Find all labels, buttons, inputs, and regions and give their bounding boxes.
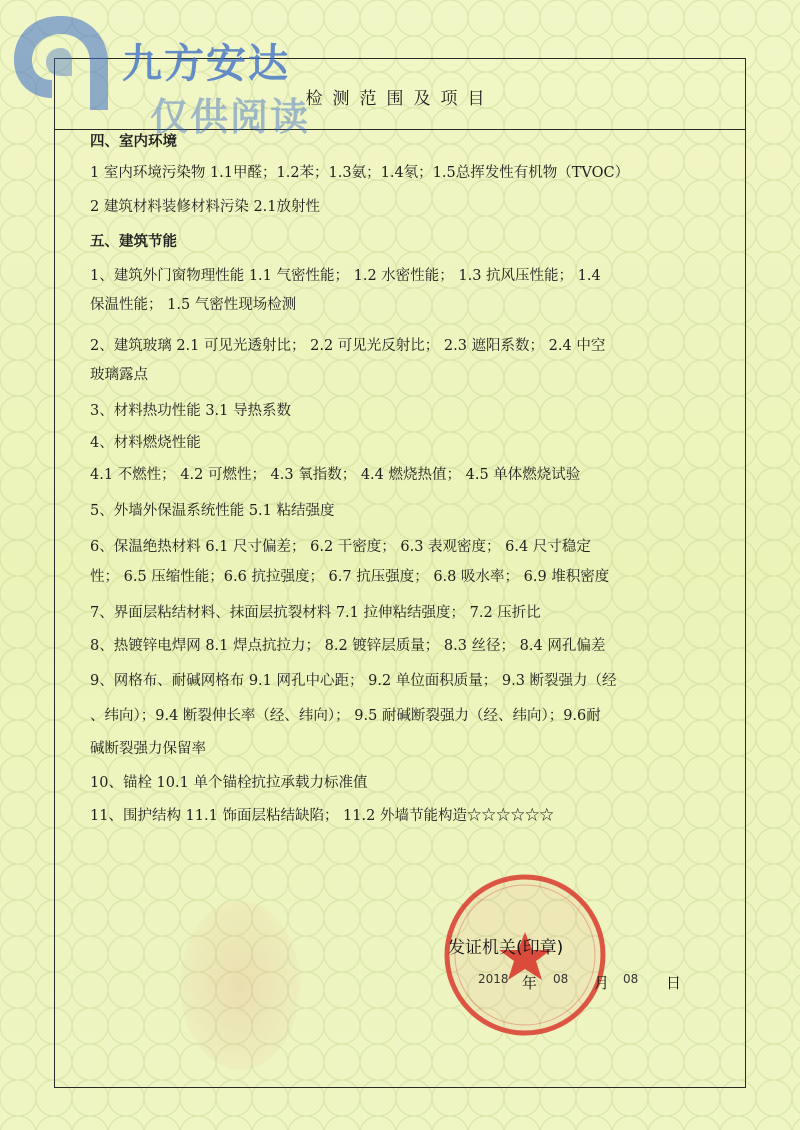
content-line: 11、围护结构 11.1 饰面层粘结缺陷； 11.2 外墙节能构造☆☆☆☆☆☆ xyxy=(90,808,554,824)
content-line: 5、外墙外保温系统性能 5.1 粘结强度 xyxy=(90,503,335,519)
date-day: 08 xyxy=(623,972,639,986)
date-month-label: 月 xyxy=(594,974,610,992)
content-line: 4.1 不燃性； 4.2 可燃性； 4.3 氧指数； 4.4 燃烧热值； 4.5 单体燃烧试验 xyxy=(90,467,581,483)
content-line: 1 室内环境污染物 1.1甲醛；1.2苯；1.3氨；1.4氡；1.5总挥发性有机物（TVOC） xyxy=(90,165,630,181)
date-day-label: 日 xyxy=(666,974,682,992)
content-line: 10、锚栓 10.1 单个锚栓抗拉承载力标准值 xyxy=(90,775,368,791)
date-month: 08 xyxy=(553,972,569,986)
content-line: 2、建筑玻璃 2.1 可见光透射比； 2.2 可见光反射比； 2.3 遮阳系数； 2.4 中空 xyxy=(90,338,606,354)
content-line: 、纬向）；9.4 断裂伸长率（经、纬向）； 9.5 耐碱断裂强力（经、纬向）；9.6耐 xyxy=(90,708,601,724)
date-year: 2018 xyxy=(478,972,509,986)
content-line: 7、界面层粘结材料、抹面层抗裂材料 7.1 拉伸粘结强度； 7.2 压折比 xyxy=(90,605,541,621)
watermark-note: 仅供阅读 xyxy=(150,95,311,139)
content-line: 8、热镀锌电焊网 8.1 焊点抗拉力； 8.2 镀锌层质量； 8.3 丝径； 8.4 网孔偏差 xyxy=(90,638,606,654)
content-line: 五、建筑节能 xyxy=(90,233,177,250)
page-title: 检测范围及项目 xyxy=(305,89,495,109)
watermark-brand: 九方安达 xyxy=(122,41,290,87)
date-year-label: 年 xyxy=(522,974,538,992)
content-line: 3、材料热功性能 3.1 导热系数 xyxy=(90,403,292,419)
content-line: 6、保温绝热材料 6.1 尺寸偏差； 6.2 干密度； 6.3 表观密度； 6.4 尺寸稳定 xyxy=(90,539,591,555)
content-line: 玻璃露点 xyxy=(90,367,148,383)
content-line: 2 建筑材料装修材料污染 2.1放射性 xyxy=(90,199,321,215)
watermark-logo-icon xyxy=(6,8,116,118)
issuer-label: 发证机关(印章) xyxy=(448,938,564,958)
content-line: 四、室内环境 xyxy=(90,133,177,150)
content-line: 4、材料燃烧性能 xyxy=(90,435,201,451)
content-line: 1、建筑外门窗物理性能 1.1 气密性能； 1.2 水密性能； 1.3 抗风压性能； 1.4 xyxy=(90,268,601,284)
content-line: 保温性能； 1.5 气密性现场检测 xyxy=(90,297,297,313)
content-line: 性； 6.5 压缩性能；6.6 抗拉强度； 6.7 抗压强度； 6.8 吸水率； 6.9 堆积密度 xyxy=(90,569,610,585)
content-line: 9、网格布、耐碱网格布 9.1 网孔中心距； 9.2 单位面积质量； 9.3 断裂强力（经 xyxy=(90,673,617,689)
content-line: 碱断裂强力保留率 xyxy=(90,741,206,757)
